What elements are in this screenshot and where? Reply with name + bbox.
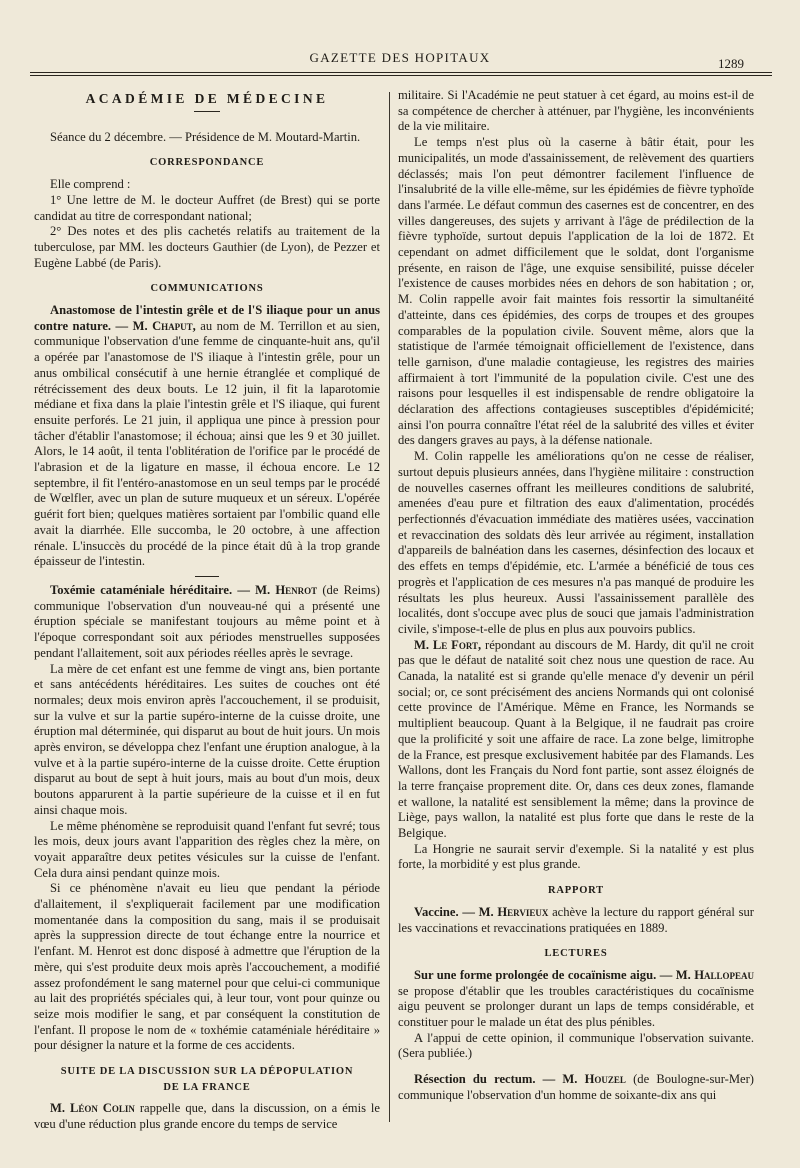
meme-paragraph: Le même phénomène se reproduisit quand l'enfant fut sevré; tous les mois, deux jours avant l'apparition des règles chez la mère, on voyait apparaître deux petites vésicules sur la cuisse de l'enfant. Cela dura ainsi pendant quinze mois. [34,818,380,880]
anastomose-paragraph [34,303,380,570]
caserne-paragraph: Le temps n'est plus où la caserne à bâtir était, pour les municipalités, un mode d'assainissement, de relèvement des quartiers déclassés; mais l'on peut démontrer facilement l'influence de l'insalubrité de la ville elle-même, sur les épidémies de fièvre typhoïde dans l'armée. Le défaut commun des casernes est de concentrer, en des villes dangereuses, des sujets y arrivant à l'âge de prédilection de la fièvre typhoïde, surtout depuis l'application de la loi de 1872. Et cependant on admet difficilement que le soldat, dont l'organisme présente, en raison de l'âge, une exquise sensibilité, puisse déceler l'existence de causes morbides nées en dehors de son habitation ; or, M. Colin rappelle avoir fait maintes fois ressortir la simultanéité d'atteinte, dans ces épidémies, des corps de troupes et des groupes comparables de la population civile. Souvent même, alors que la statistique de l'armée témoignait officiellement de l'existence, dans telle garnison, d'une maladie contagieuse, les registres des mairies affirmaient à tort l'immunité de la population civile. C'est une des raisons pour lesquelles il est indispensable de rendre obligatoire la déclaration des affections contagieuses susceptibles d'épidémicité; ainsi l'on pourra connaître l'état réel de la salubrité des villes et éviter des dangers graves au pays, à la défense nationale. [398,135,754,448]
correspondance-item-2: 2° Des notes et des plis cachetés relatifs au traitement de la tuberculose, par MM. les docteurs Gauthier (de Lyon), de Pezzer et Eugène Labbé (de Paris). [34,224,380,270]
colin-author: M. Léon Colin [50,1101,135,1116]
mere-paragraph: La mère de cet enfant est une femme de vingt ans, bien portante et sans antécédents héréditaires. Les suites de couches ont été normales; deux mois environ après l'accouchement, il se produisit, sur la vulve et sur la partie supéro-interne de la cuisse droite, une éruption mal déterminée, qui disparut au bout de huit jours. Un mois après environ, se développa chez l'enfant une éruption analogue, à la vulve et à la partie supéro-interne de la cuisse droite. Cette éruption disparut au bout de sept à huit jours, mais au bout d'un mois, deux boutons apparurent à la partie supérieure de la cuisse et il en fut ainsi chaque mois. [34,661,380,817]
cocainisme-text: se propose d'établir que les troubles caractéristiques du cocaïnisme aigu peuvent se prolonger durant un laps de temps considérable, et constituer pour le malade un état des plus pénibles. [398,983,754,1030]
anastomose-title: Anastomose de l'intestin grêle et de l'S iliaque pour un anus contre nature. [34,303,380,333]
anastomose-author: — M. Chaput, [115,318,196,333]
resection-title: Résection du rectum. [414,1072,536,1087]
toxemie-title: Toxémie cataméniale héréditaire. [50,582,233,597]
si-paragraph: Si ce phénomène n'avait eu lieu que pendant la période d'allaitement, il s'expliquerait facilement par une modification momentanée dans la composition du sang, mais il se produisait après la suppression directe de tout échange entre la nourrice et l'enfant. M. Henrot est donc disposé à admettre que l'éruption de la mère, qui s'est produite deux mois après l'accouchement, a modifié assez profondément le sang maternel pour que celui-ci communique au lait des propriétés spéciales qui, à leur tour, vont pour quinze ou seize mois modifier le sang, et par conséquent la constitution de l'enfant. Il propose le nom de « toxhémie cataméniale héréditaire » pour désigner la nature et la forme de ces accidents. [34,881,380,1053]
session-line: Séance du 2 décembre. — Présidence de M. Moutard-Martin. [50,129,361,144]
correspondance-intro: Elle comprend : [50,177,131,192]
resection-text: (de Boulogne-sur-Mer) communique l'observation d'un homme de soixante-dix ans qui [398,1072,755,1102]
toxemie-author: — M. Henrot [237,582,318,597]
hongrie-paragraph: La Hongrie ne saurait servir d'exemple. Si la natalité y est plus forte, la morbidité y est plus grande. [398,841,754,872]
colin-text: rappelle que, dans la discussion, on a émis le vœu d'une réduction plus grande encore du temps de service [34,1101,380,1132]
lefort-author: M. Le Fort, [414,637,482,652]
cocainisme-author: — M. Hallopeau [659,967,754,982]
correspondance-heading: CORRESPONDANCE [149,157,265,169]
vaccine-paragraph [398,905,754,936]
vaccine-title: Vaccine. [414,904,459,919]
header-rule-double [30,75,772,76]
toxemie-text: (de Reims) communique l'observation d'un nouveau-né qui a présenté une éruption spéciale se manifestant toujours au même point et à l'époque correspondant soit aux périodes menstruelles supposées pendant l'allaitement, soit aux périodes réelles après le sevrage. [34,582,380,660]
section-title: ACADÉMIE DE MÉDECINE [85,91,329,106]
colin-improvements-paragraph: M. Colin rappelle les améliorations qu'on ne cesse de réaliser, surtout depuis plusieurs années, dans l'hygiène militaire : construction de nouvelles casernes offrant les meilleures conditions de salubrité, amenées d'eau pure et filtration des eaux d'alimentation, procédés perfectionnés d'évacuation immédiate des matières usées, vaccination et revaccination des soldats dès leur arrivée au régiment, installation d'appareils de balnéation dans les casernes, désinfection des locaux et des effets en temps d'épidémie, etc. L'armée a bénéficié de tous ces progrès et l'application de ces mesures n'a pas manqué de produire les résultats les plus heureux. Aussi l'assainissement parallèle des localités, dont s'occupe avec plus de souci que jamais l'administration civile, s'impose-t-elle de plus en plus aux pouvoirs publics. [398,449,754,636]
resection-paragraph [398,1072,754,1103]
militaire-paragraph: militaire. Si l'Académie ne peut statuer à cet égard, au moins est-il de sa compétence de chercher à atténuer, par l'hygiène, les inconvénients de la vie militaire. [398,88,754,134]
right-column [398,88,754,1104]
lectures-heading: LECTURES [544,948,608,960]
anastomose-text: au nom de M. Terrillon et au sien, communique l'observation d'une femme de cinquante-huit ans, qu'il a opérée par l'anastomose de l'S iliaque à l'intestin grêle, pour un anus ombilical consécutif à une hernie étranglée et compliqué de rétrécissement des deux bouts. Le 12 juin, il fit la laparotomie médiane et fixa dans la plaie l'intestin grêle et l'S iliaque, qui furent ensuite perforés. Le 21 juin, il appliqua une pince à pression pour tâcher d'établir l'anastomose; il échoua; ainsi que les 9 et 30 juillet. Alors, le 14 août, il tenta l'oblitération de l'orifice par le procédé de l'abrasion et de la ligature en masse, il échoua encore. Le 12 septembre, il fit l'entéro-anastomose en un seul temps par le procédé de Wœlfler, avec un plan de suture muqueux et un séreux. L'opérée guérit fort bien; quelques matières sortaient par l'ombilic quand elle avait la diarrhée. Elle succomba, le 20 octobre, à une affection rénale. L'insuccès du procédé de la pince était dû à la trop grande épaisseur de l'intestin. [34,318,380,569]
vaccine-text: achève la lecture du rapport général sur les vaccinations et revaccinations pratiquées en 1889. [398,904,754,935]
page-number: 1289 [718,56,744,71]
colin-paragraph [34,1101,380,1132]
vaccine-author: — M. Hervieux [462,904,549,919]
suite-heading-line-1: SUITE DE LA DISCUSSION SUR LA DÉPOPULATION [60,1066,354,1078]
communications-heading: COMMUNICATIONS [150,283,264,295]
column-divider [389,92,390,1122]
toxemie-paragraph [34,583,380,662]
correspondance-item-1: 1° Une lettre de M. le docteur Auffret (de Brest) qui se porte candidat au titre de correspondant national; [34,192,380,223]
title-rule [194,111,220,112]
suite-heading-line-2: DE LA FRANCE [163,1081,251,1093]
cocainisme-paragraph [398,968,754,1031]
rapport-heading: RAPPORT [548,885,604,897]
cocainisme-title: Sur une forme prolongée de cocaïnisme aigu. [414,967,657,982]
resection-author: — M. Houzel [542,1072,626,1087]
lefort-paragraph [398,638,754,842]
header-rule [30,72,772,73]
appui-paragraph: A l'appui de cette opinion, il communique l'observation suivante. (Sera publiée.) [398,1030,754,1061]
journal-title: GAZETTE DES HOPITAUX [309,50,491,65]
lefort-text: répondant au discours de M. Hardy, dit qu'il ne croit pas que le défaut de natalité soit chez nous une question de race. Au Canada, la natalité est si grande qu'elle menace d'y devenir un péril social; or, ce sont précisément des anciens Normands qui ont colonisé cette province de l'Amérique. Même en France, les Normands se multiplient beaucoup. Quant à la Belgique, il ne faudrait pas croire que la prolificité y soit une affaire de race. La zone belge, limitrophe de la France, est presque exclusivement habitée par des Flamands. Les Wallons, dont les Français du Nord font partie, sont assez éloignés de la terre française proprement dite. Or, dans ces deux zones, flamande et wallone, la natalité est sensiblement la même; dans la province de Liège, pays wallon, la natalité est plus forte que dans le reste de la Belgique. [398,637,755,841]
left-column [34,88,380,1133]
